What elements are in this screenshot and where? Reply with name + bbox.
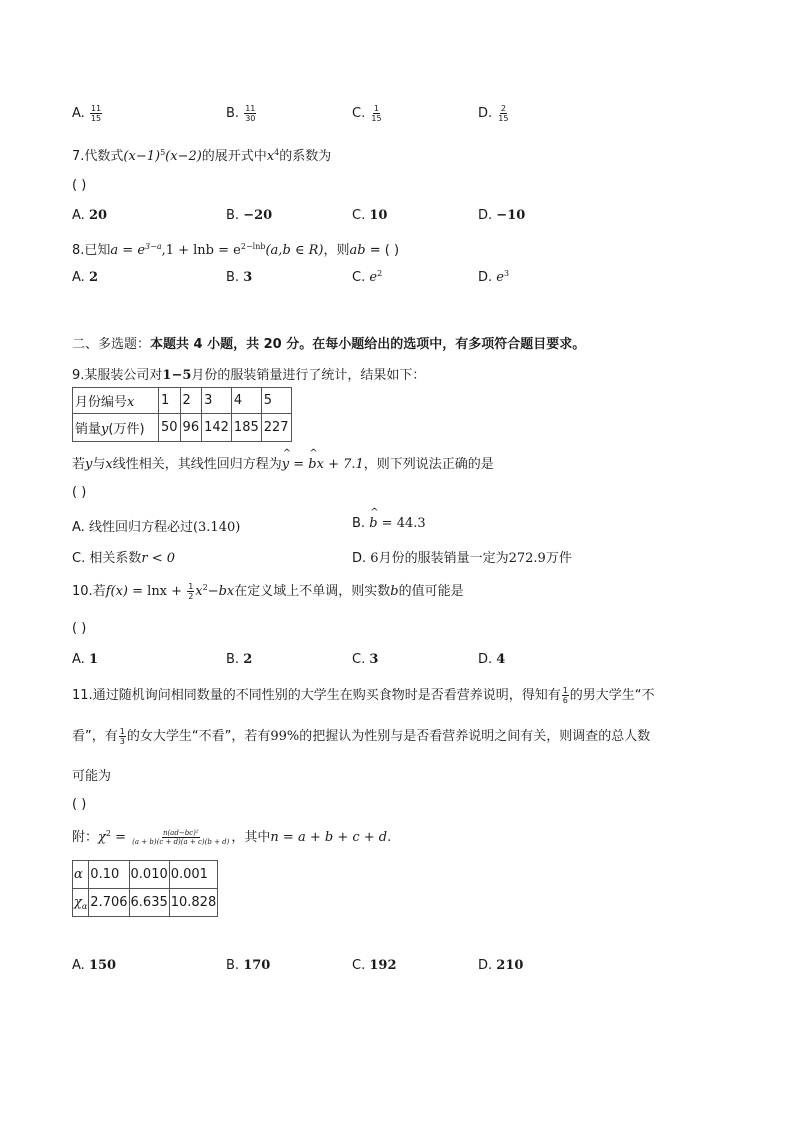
q10-option-c[interactable]: C. 3 bbox=[352, 652, 379, 667]
q6-option-d[interactable]: D. $\frac{2}{15}$ bbox=[478, 104, 509, 123]
q9-option-b[interactable]: B. ^ b = 44.3 bbox=[352, 516, 426, 531]
table-cell: α bbox=[73, 861, 89, 889]
table-cell: 50 bbox=[159, 414, 181, 442]
table-row bbox=[73, 889, 218, 917]
q7-option-c[interactable]: C. 10 bbox=[352, 208, 388, 223]
q6-option-a[interactable]: A. $\frac{11}{15}$ bbox=[72, 104, 102, 123]
q7-option-a[interactable]: A. 20 bbox=[72, 208, 108, 223]
q8-option-d[interactable]: D. $e^3$ bbox=[478, 269, 510, 285]
q11-option-b[interactable]: B. 170 bbox=[226, 958, 271, 973]
q7-stem: 7.代数式$(x-1)^5(x-2)$的展开式中$x^4$的系数为 bbox=[72, 148, 332, 164]
q11-paren: ( ) bbox=[72, 797, 87, 812]
table-cell: 销量y(万件) bbox=[73, 414, 159, 442]
table-cell: $\chi_\alpha$ bbox=[73, 889, 89, 917]
q9-paren: ( ) bbox=[72, 485, 87, 500]
q9-condition: 若y与x线性相关，其线性回归方程为^ y = ^ bx + 7.1，则下列说法正确的是 bbox=[72, 453, 494, 472]
table-cell: 96 bbox=[180, 414, 202, 442]
q11-option-c[interactable]: C. 192 bbox=[352, 958, 397, 973]
q9-option-a[interactable]: A. 线性回归方程必过(3.140) bbox=[72, 520, 241, 535]
table-cell: 185 bbox=[231, 414, 261, 442]
table-cell: 3 bbox=[202, 388, 232, 414]
q11-option-d[interactable]: D. 210 bbox=[478, 958, 524, 973]
q7-option-d[interactable]: D. −10 bbox=[478, 208, 526, 223]
q11-critical-value-table bbox=[72, 860, 218, 917]
q8-option-b[interactable]: B. 3 bbox=[226, 270, 253, 285]
table-cell: 142 bbox=[202, 414, 232, 442]
table-cell: 0.10 bbox=[89, 861, 129, 889]
q11-formula: 附：$\chi^2$ = $\frac{\text{n(ad−bc)²}}{(a + b)(c + d)(a + c)(b + d)}$ ，其中n = a + b + c + d. bbox=[72, 829, 392, 846]
q7-paren: ( ) bbox=[72, 178, 87, 193]
q8-option-a[interactable]: A. 2 bbox=[72, 270, 98, 285]
table-row bbox=[73, 861, 218, 889]
q10-option-a[interactable]: A. 1 bbox=[72, 652, 98, 667]
q7-option-b[interactable]: B. −20 bbox=[226, 208, 273, 223]
q9-data-table bbox=[72, 387, 292, 442]
q8-option-c[interactable]: C. $e^2$ bbox=[352, 269, 383, 285]
table-cell: 10.828 bbox=[169, 889, 218, 917]
table-cell: 6.635 bbox=[129, 889, 169, 917]
table-cell: 1 bbox=[159, 388, 181, 414]
q11-option-a[interactable]: A. 150 bbox=[72, 958, 117, 973]
table-cell: 2.706 bbox=[89, 889, 129, 917]
table-cell: 5 bbox=[261, 388, 291, 414]
table-cell: 0.001 bbox=[169, 861, 218, 889]
table-cell: 月份编号x bbox=[73, 388, 159, 414]
table-cell: 2 bbox=[180, 388, 202, 414]
q9-option-d[interactable]: D. 6月份的服装销量一定为272.9万件 bbox=[352, 551, 572, 566]
section-header-multi-choice: 二、多选题：本题共 4 小题，共 20 分。在每小题给出的选项中，有多项符合题目要求。 bbox=[72, 337, 586, 352]
q9-option-c[interactable]: C. 相关系数r < 0 bbox=[72, 551, 176, 566]
q9-stem: 9.某服装公司对1−5月份的服装销量进行了统计，结果如下： bbox=[72, 368, 426, 383]
q11-stem-line3: 可能为 bbox=[72, 769, 112, 784]
table-cell: 0.010 bbox=[129, 861, 169, 889]
q8-stem: 8.已知$a = e^{3-a},1 + \ln b = e^{2-lnb}(a,b$ ∈ R)，则ab = ( ) bbox=[72, 242, 400, 258]
q6-option-c[interactable]: C. $\frac{1}{15}$ bbox=[352, 104, 382, 123]
q10-stem: 10.若f(x) = lnx + $\frac{1}{2}$ $x^2-bx$在定义域上不单调，则实数b的值可能是 bbox=[72, 582, 464, 601]
q10-paren: ( ) bbox=[72, 621, 87, 636]
q6-option-b[interactable]: B. $\frac{11}{30}$ bbox=[226, 104, 256, 123]
q11-stem-line2: 看”，有 $\frac{1}{3}$ 的女大学生“不看”，若有99%的把握认为性别与是否看营养说明之间有关，则调查的总人数 bbox=[72, 727, 651, 746]
table-cell: 4 bbox=[231, 388, 261, 414]
q10-option-d[interactable]: D. 4 bbox=[478, 652, 506, 667]
q11-stem-line1: 11.通过随机询问相同数量的不同性别的大学生在购买食物时是否看营养说明，得知有 $\frac{1}{6}$ 的男大学生“不 bbox=[72, 686, 655, 705]
q10-option-b[interactable]: B. 2 bbox=[226, 652, 253, 667]
table-row bbox=[73, 414, 292, 442]
table-row bbox=[73, 388, 292, 414]
table-cell: 227 bbox=[261, 414, 291, 442]
